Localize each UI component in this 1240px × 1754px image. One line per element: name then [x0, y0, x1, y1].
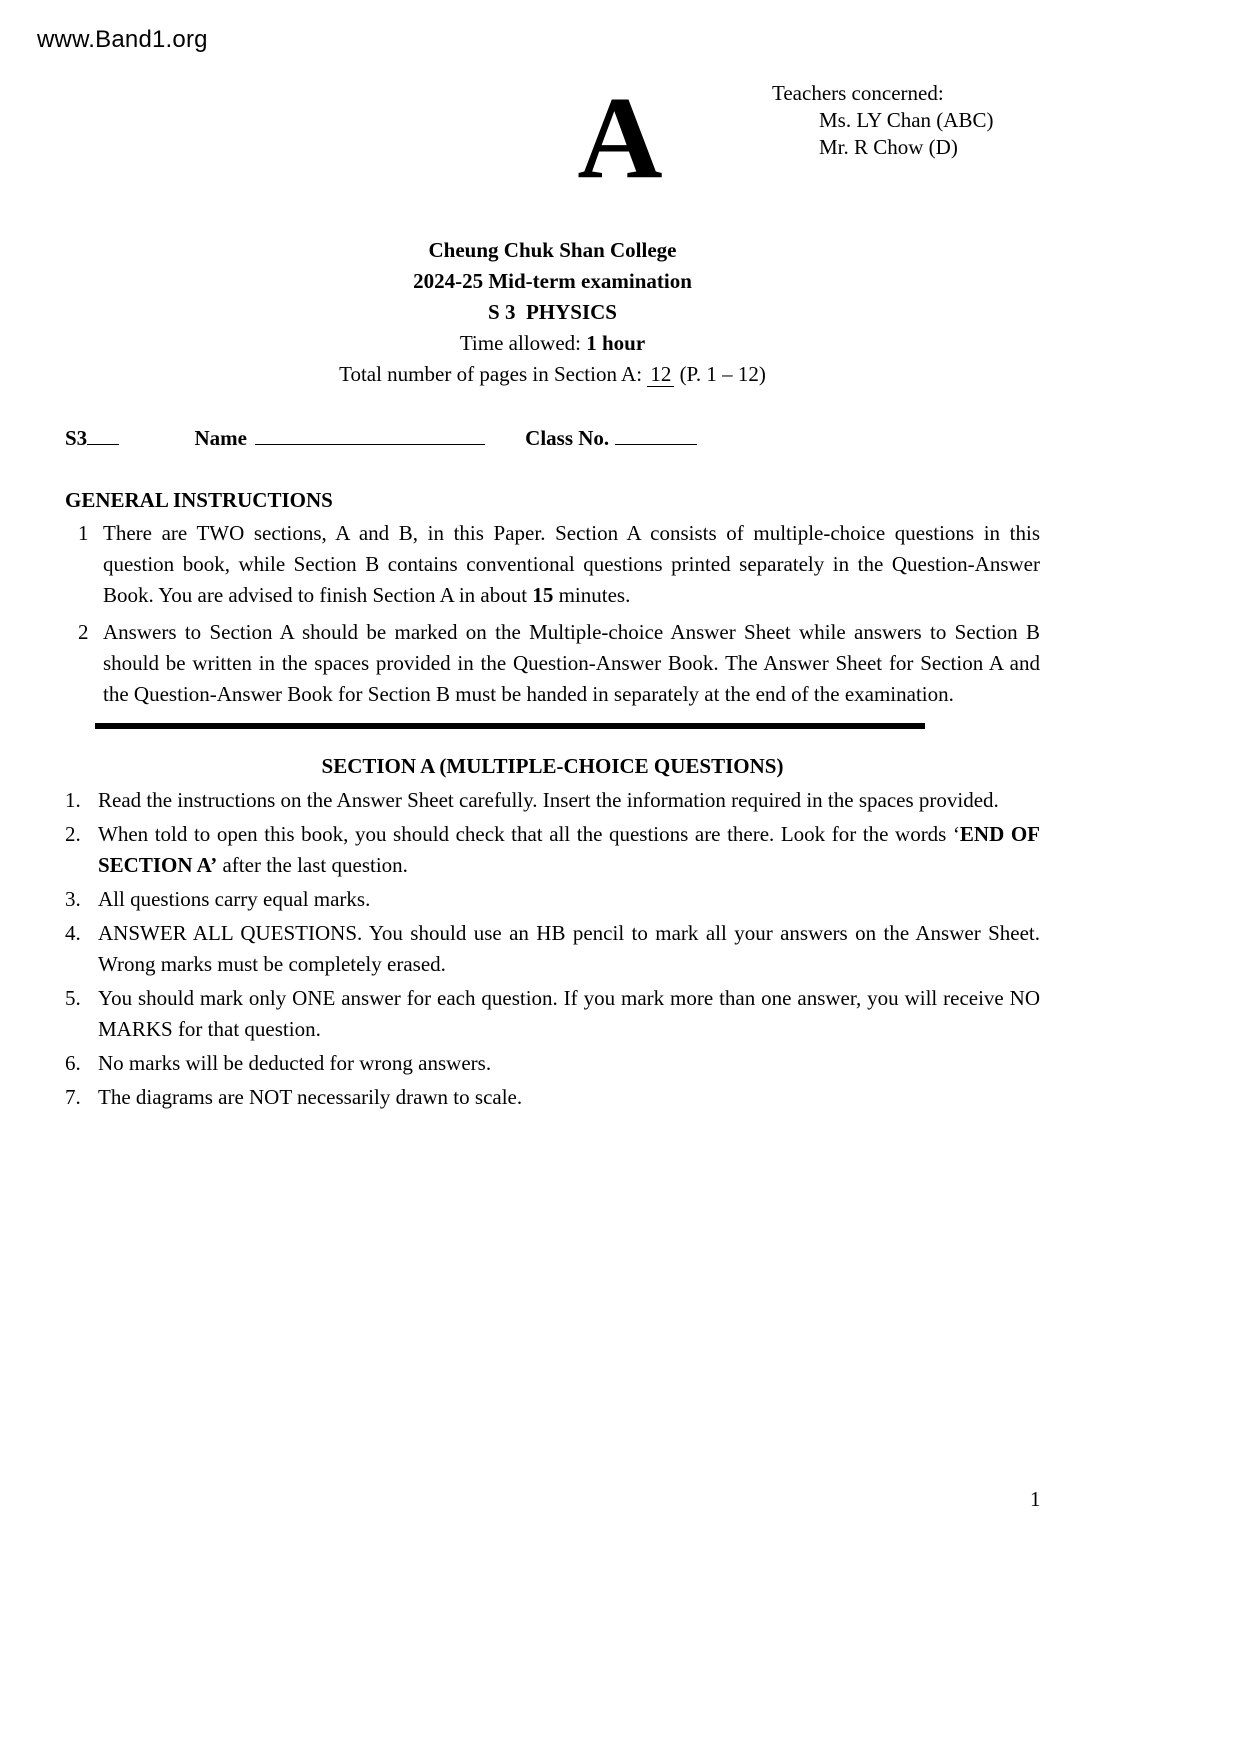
name-blank: [255, 423, 485, 445]
item-text-segment: Read the instructions on the Answer Sheet carefully. Insert the information required in the spaces provided.: [98, 788, 999, 812]
page-number: 1: [1030, 1487, 1041, 1511]
item-number: 5.: [65, 986, 81, 1010]
exam-header: [65, 235, 1040, 390]
mc-instruction-item: [65, 918, 1040, 980]
general-instructions-title: GENERAL INSTRUCTIONS: [65, 488, 333, 512]
item-text: [98, 819, 1040, 881]
item-number: 3.: [65, 887, 81, 911]
teacher-name: Mr. R Chow (D): [819, 135, 958, 159]
item-text-segment: after the last question.: [217, 853, 408, 877]
watermark: www.Band1.org: [37, 26, 208, 53]
time-allowed-line: [65, 328, 1040, 359]
item-text-bold: END OF SECTION A’: [98, 822, 1040, 877]
time-allowed-label: Time allowed:: [459, 331, 587, 355]
item-text: [98, 1082, 1040, 1113]
item-number: 1.: [65, 788, 81, 812]
teacher-names: [772, 107, 993, 161]
item-text-bold: 15: [532, 583, 554, 607]
section-a-title: SECTION A (MULTIPLE-CHOICE QUESTIONS): [321, 754, 784, 778]
item-number: 2: [78, 620, 89, 644]
pages-prefix: Total number of pages in Section A:: [339, 362, 648, 386]
item-number: 6.: [65, 1051, 81, 1075]
mc-instruction-item: [65, 983, 1040, 1045]
item-text: [98, 918, 1040, 980]
class-no-blank: [615, 423, 697, 445]
general-instruction-item: [65, 518, 1040, 611]
item-text-segment: Answers to Section A should be marked on the Multiple-choice Answer Sheet while answers to Section B should be written in the spaces provided in the Question-Answer Book. The Answer Sheet for Section A and the Question-Answer Book for Section B must be handed in separately at the end of the examination.: [103, 620, 1040, 706]
name-label: Name: [194, 426, 247, 450]
item-text-segment: No marks will be deducted for wrong answers.: [98, 1051, 492, 1075]
section-a-instructions: [65, 785, 1040, 1113]
item-text: [103, 518, 1040, 611]
student-info-line: [65, 423, 1040, 454]
mc-instruction-item: [65, 1048, 1040, 1079]
section-divider-rule: [95, 723, 925, 729]
teachers-block: [772, 80, 993, 161]
general-instruction-item: [65, 617, 1040, 710]
mc-instruction-item: [65, 884, 1040, 915]
item-number: 4.: [65, 921, 81, 945]
general-instructions: [65, 485, 1040, 710]
item-number: 1: [78, 521, 89, 545]
school-name: Cheung Chuk Shan College: [428, 238, 677, 262]
mc-instruction-item: [65, 785, 1040, 816]
mc-instruction-item: [65, 819, 1040, 881]
item-text: [98, 785, 1040, 816]
item-text: [98, 983, 1040, 1045]
class-blank: [87, 423, 119, 445]
class-no-label: Class No.: [525, 426, 610, 450]
class-label: S3: [65, 426, 88, 450]
pages-suffix: (P. 1 – 12): [674, 362, 766, 386]
item-text-segment: When told to open this book, you should check that all the questions are there. Look for the words ‘: [98, 822, 960, 846]
item-number: 2.: [65, 822, 81, 846]
item-text-segment: There are TWO sections, A and B, in this Paper. Section A consists of multiple-choice questions in this question book, while Section B contains conventional questions printed separately in the Question-Answer Book. You are advised to finish Section A in about: [103, 521, 1040, 607]
item-text: [98, 884, 1040, 915]
item-text-segment: minutes.: [553, 583, 631, 607]
exam-title: 2024-25 Mid-term examination: [413, 269, 692, 293]
item-text: [98, 1048, 1040, 1079]
pages-count: 12: [647, 362, 674, 387]
paper-version-letter: A: [577, 72, 663, 203]
pages-line: [65, 359, 1040, 390]
item-text-segment: All questions carry equal marks.: [98, 887, 371, 911]
page-content: [65, 235, 1040, 1113]
time-allowed-value: 1 hour: [586, 331, 646, 355]
teacher-name: Ms. LY Chan (ABC): [819, 108, 994, 132]
item-text-segment: ANSWER ALL QUESTIONS. You should use an HB pencil to mark all your answers on the Answer Sheet. Wrong marks must be completely erased.: [98, 921, 1040, 976]
item-number: 7.: [65, 1085, 81, 1109]
item-text-segment: You should mark only ONE answer for each question. If you mark more than one answer, you will receive NO MARKS for that question.: [98, 986, 1040, 1041]
mc-instruction-item: [65, 1082, 1040, 1113]
teachers-label: Teachers concerned:: [772, 81, 944, 105]
subject-title: S 3 PHYSICS: [488, 300, 617, 324]
item-text: [103, 617, 1040, 710]
item-text-segment: The diagrams are NOT necessarily drawn to scale.: [98, 1085, 523, 1109]
